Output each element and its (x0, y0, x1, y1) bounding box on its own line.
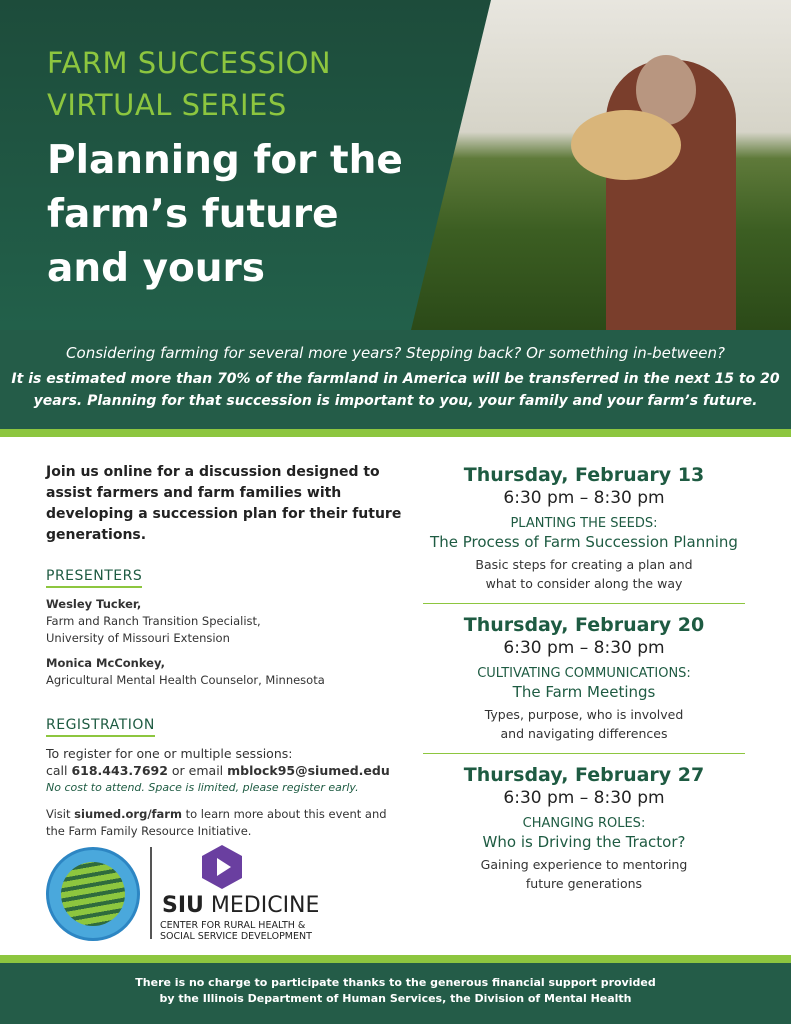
siu-rest: MEDICINE (203, 893, 320, 918)
logo-divider (150, 847, 152, 939)
session-day: Thursday, February 20 (463, 614, 705, 636)
session (423, 603, 745, 753)
footer (0, 963, 791, 1024)
presenter (46, 655, 406, 689)
website-link[interactable]: siumed.org/farm (74, 807, 182, 821)
phone-link[interactable]: 618.443.7692 (71, 763, 168, 778)
band-question: Considering farming for several more years? Stepping back? Or something in-between? (66, 344, 725, 362)
session-title: The Process of Farm Succession Planning (430, 533, 738, 551)
hero-header (0, 0, 791, 330)
farmer-photo (411, 0, 791, 330)
registration-heading: REGISTRATION (46, 717, 155, 737)
siu-sub-line: SOCIAL SERVICE DEVELOPMENT (160, 931, 312, 942)
session-day: Thursday, February 27 (463, 764, 705, 786)
siu-hexagon-icon (202, 845, 242, 889)
series-line-1: FARM SUCCESSION (47, 46, 332, 80)
desc-line: future generations (525, 876, 643, 891)
presenters-heading: PRESENTERS (46, 568, 142, 588)
intro-band (0, 330, 791, 429)
siu-wordmark (162, 893, 319, 918)
session-desc (423, 555, 745, 593)
left-column (46, 462, 406, 840)
divider (0, 429, 791, 437)
registration-note: No cost to attend. Space is limited, please register early. (46, 781, 359, 794)
footer-line: by the Illinois Department of Human Services, the Division of Mental Health (159, 992, 632, 1005)
desc-line: what to consider along the way (485, 576, 683, 591)
session-time: 6:30 pm – 8:30 pm (503, 638, 665, 658)
desc-line: Gaining experience to mentoring (480, 857, 688, 872)
band-statement: It is estimated more than 70% of the farmland in America will be transferred in the next 15 to 20 years. Planning for that succession is important to you, your family and your farm’s future. (11, 371, 780, 409)
series-line-2: VIRTUAL SERIES (47, 88, 287, 122)
siu-subtitle (160, 920, 312, 942)
session-title: Who is Driving the Tractor? (482, 833, 686, 851)
session-subtitle: CULTIVATING COMMUNICATIONS: (477, 666, 691, 681)
session-subtitle: PLANTING THE SEEDS: (510, 516, 658, 531)
intro-text: Join us online for a discussion designed to assist farmers and farm families with developing a succession plan for their future generations. (46, 464, 402, 543)
desc-line: Basic steps for creating a plan and (475, 557, 693, 572)
siu-bold: SIU (162, 893, 204, 918)
session-desc (423, 855, 745, 893)
series-label (47, 42, 331, 126)
visit-text (46, 806, 406, 840)
visit-label: Visit (46, 807, 75, 821)
reg-or: or email (167, 763, 228, 778)
session-day: Thursday, February 13 (463, 464, 705, 486)
page-title: Planning for the farm’s future and yours (47, 138, 403, 291)
presenter-name: Wesley Tucker, (46, 597, 142, 611)
session-title: The Farm Meetings (512, 683, 656, 701)
visit-rest: to learn more about this event and the Farm Family Resource Initiative. (46, 807, 387, 838)
presenter-role: Farm and Ranch Transition Specialist, (46, 614, 261, 628)
session-time: 6:30 pm – 8:30 pm (503, 788, 665, 808)
session-time: 6:30 pm – 8:30 pm (503, 488, 665, 508)
desc-line: Types, purpose, who is involved (484, 707, 684, 722)
footer-line: There is no charge to participate thanks to the generous financial support provided (135, 976, 656, 989)
presenter (46, 596, 406, 647)
reg-line: To register for one or multiple sessions: (46, 746, 293, 761)
presenter-role: Agricultural Mental Health Counselor, Minnesota (46, 673, 325, 687)
sessions-column (423, 462, 745, 903)
desc-line: and navigating differences (500, 726, 668, 741)
email-link[interactable]: mblock95@siumed.edu (227, 763, 390, 778)
siu-sub-line: CENTER FOR RURAL HEALTH & (160, 920, 306, 931)
logos (46, 845, 346, 945)
session-subtitle: CHANGING ROLES: (522, 816, 646, 831)
registration-text (46, 745, 406, 779)
presenter-name: Monica McConkey, (46, 656, 165, 670)
presenter-org: University of Missouri Extension (46, 631, 230, 645)
ffri-logo (46, 847, 140, 941)
divider (0, 955, 791, 963)
session (423, 462, 745, 603)
reg-call: call (46, 763, 72, 778)
session-desc (423, 705, 745, 743)
session (423, 753, 745, 903)
